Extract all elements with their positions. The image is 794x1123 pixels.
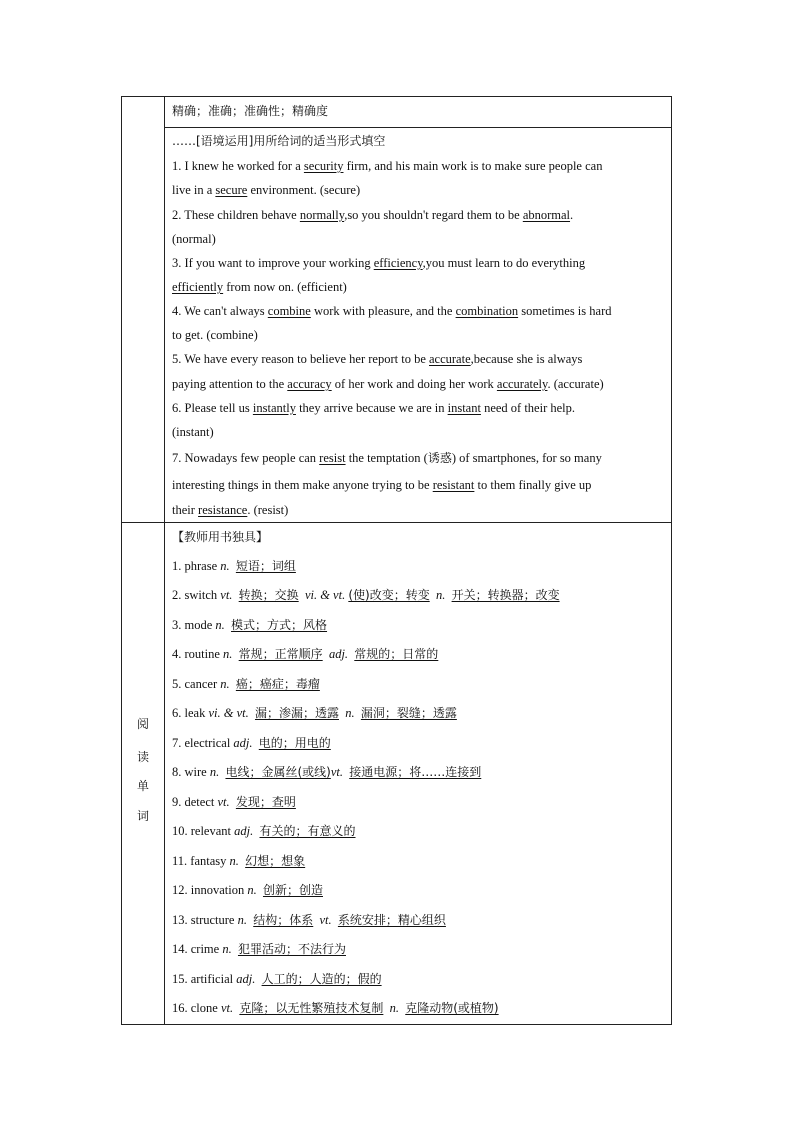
column-divider xyxy=(164,97,165,1024)
row-divider xyxy=(164,127,671,128)
sentence-7b: interesting things in them make anyone trying to be resistant to them finally give up xyxy=(172,478,592,492)
sentence-6b: (instant) xyxy=(172,425,214,439)
sentence-7a: 7. Nowadays few people can resist the temptation (诱惑) of smartphones, for so many xyxy=(172,451,602,465)
vocab-item: 8. wire n. 电线；金属丝(或线)vt. 接通电源；将……连接到 xyxy=(172,765,482,779)
vocab-item: 9. detect vt. 发现；查明 xyxy=(172,795,296,809)
sentence-3a: 3. If you want to improve your working efficiency,you must learn to do everything xyxy=(172,256,586,270)
sentence-4a: 4. We can't always combine work with pleasure, and the combination sometimes is hard xyxy=(172,304,612,318)
vocab-item: 4. routine n. 常规；正常顺序 adj. 常规的；日常的 xyxy=(172,647,439,661)
sentence-7c: their resistance. (resist) xyxy=(172,503,289,517)
sentence-1a: 1. I knew he worked for a security firm, and his main work is to make sure people can xyxy=(172,159,603,173)
sentence-2b: (normal) xyxy=(172,232,216,246)
side-label-char: 单 xyxy=(136,779,149,793)
sentence-1b: live in a secure environment. (secure) xyxy=(172,183,361,197)
teacher-note: 【教师用书独具】 xyxy=(172,530,269,544)
vocabulary-table xyxy=(121,96,672,1025)
section-divider xyxy=(122,522,671,523)
sentence-5b: paying attention to the accuracy of her work and doing her work accurately. (accurate) xyxy=(172,377,604,391)
sentence-5a: 5. We have every reason to believe her report to be accurate,because she is always xyxy=(172,352,583,366)
sentence-6a: 6. Please tell us instantly they arrive because we are in instant need of their help. xyxy=(172,401,576,415)
vocab-item: 2. switch vt. 转换；交换 vi. & vt. (使)改变；转变 n. 开关；转换器；改变 xyxy=(172,588,560,602)
vocab-item: 10. relevant adj. 有关的；有意义的 xyxy=(172,824,356,838)
vocab-item: 6. leak vi. & vt. 漏；渗漏；透露 n. 漏洞；裂缝；透露 xyxy=(172,706,457,720)
vocab-item: 16. clone vt. 克隆；以无性繁殖技术复制 n. 克隆动物(或植物) xyxy=(172,1001,499,1015)
sentence-4b: to get. (combine) xyxy=(172,328,258,342)
sentence-2a: 2. These children behave normally,so you shouldn't regard them to be abnormal. xyxy=(172,208,574,222)
vocab-item: 13. structure n. 结构；体系 vt. 系统安排；精心组织 xyxy=(172,913,446,927)
vocab-item: 7. electrical adj. 电的；用电的 xyxy=(172,736,331,750)
vocab-item: 15. artificial adj. 人工的；人造的；假的 xyxy=(172,972,382,986)
vocab-item: 5. cancer n. 癌；癌症；毒瘤 xyxy=(172,677,320,691)
vocab-item: 3. mode n. 模式；方式；风格 xyxy=(172,618,328,632)
side-label-char: 读 xyxy=(136,750,149,764)
vocab-item: 14. crime n. 犯罪活动；不法行为 xyxy=(172,942,346,956)
side-label-char: 阅 xyxy=(136,717,149,731)
sentence-3b: efficiently from now on. (efficient) xyxy=(172,280,347,294)
vocab-item: 12. innovation n. 创新；创造 xyxy=(172,883,323,897)
side-label-char: 词 xyxy=(136,809,149,823)
vocab-item: 1. phrase n. 短语；词组 xyxy=(172,559,296,573)
vocab-item: 11. fantasy n. 幻想；想象 xyxy=(172,854,306,868)
exercise-heading: ……[语境运用]用所给词的适当形式填空 xyxy=(172,134,386,148)
definition-row: 精确；准确；准确性；精确度 xyxy=(172,104,329,118)
